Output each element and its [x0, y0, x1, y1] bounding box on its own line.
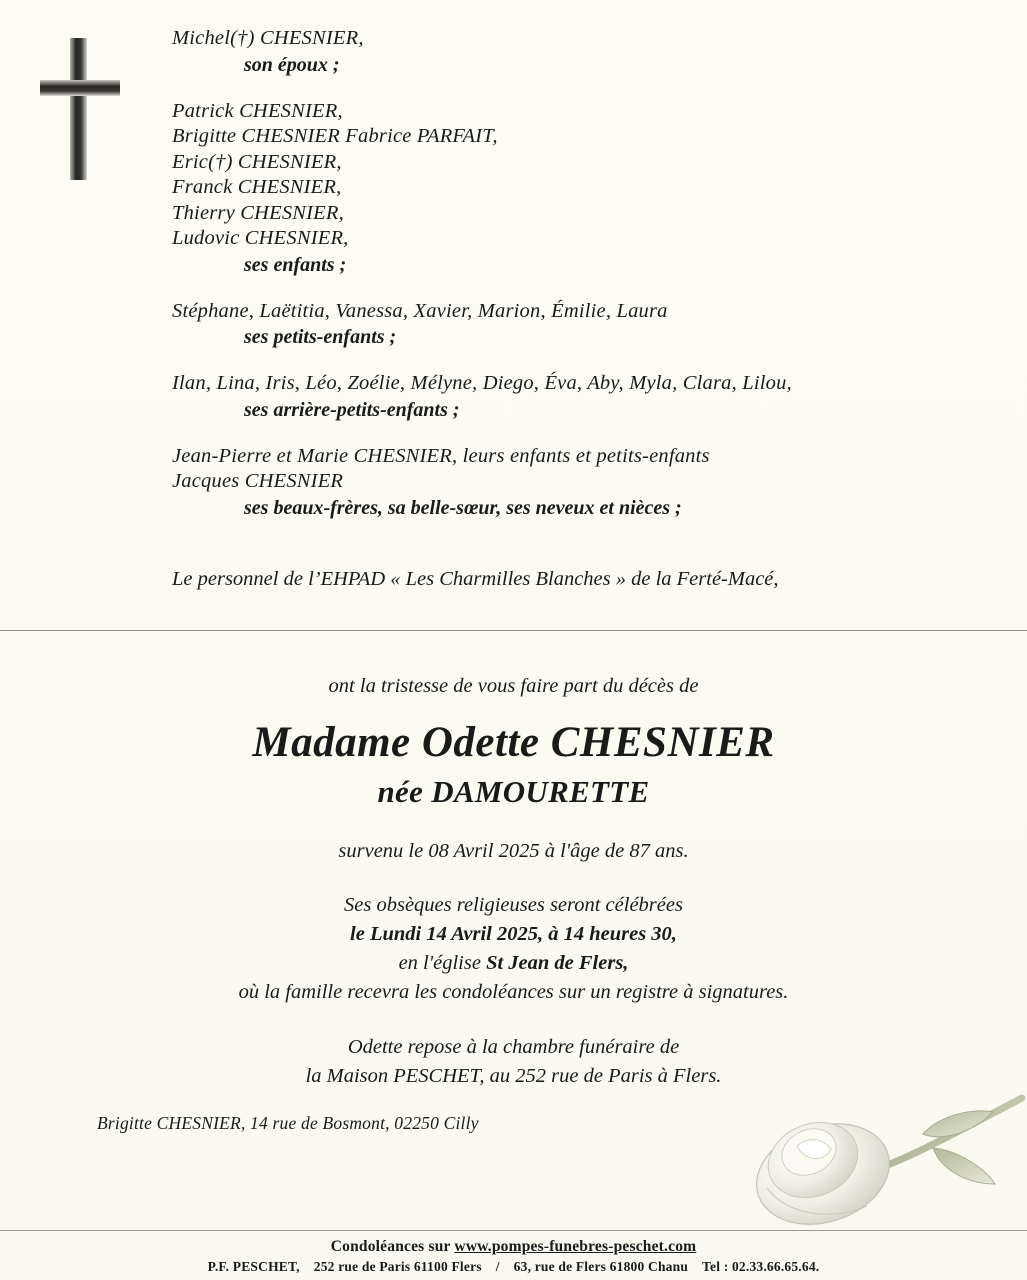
- family-name: Eric(†) CHESNIER,: [172, 150, 342, 173]
- repose-line-2: la Maison PESCHET, au 252 rue de Paris à Flers.: [305, 1065, 722, 1087]
- family-relation: ses petits-enfants ;: [244, 326, 397, 348]
- family-relation: ses beaux-frères, sa belle-sœur, ses neveux et nièces ;: [244, 496, 682, 519]
- intro-line: ont la tristesse de vous faire part du décès de: [328, 675, 699, 697]
- family-group: [172, 99, 987, 279]
- service-line-1: Ses obsèques religieuses seront célébrées: [344, 894, 683, 916]
- company-line: [0, 1257, 1027, 1276]
- announcement-body: [0, 631, 1027, 1091]
- family-name: Stéphane, Laëtitia, Vanessa, Xavier, Marion, Émilie, Laura: [172, 299, 668, 322]
- family-relation: ses enfants ;: [244, 253, 347, 276]
- family-name: Michel(†) CHESNIER,: [172, 27, 364, 49]
- death-details: survenu le 08 Avril 2025 à l'âge de 87 ans.: [338, 840, 689, 862]
- service-church-name: St Jean de Flers,: [486, 952, 629, 974]
- family-name: Franck CHESNIER,: [172, 176, 342, 198]
- family-name: Brigitte CHESNIER Fabrice PARFAIT,: [172, 125, 498, 147]
- family-group: [172, 299, 987, 352]
- condolences-prefix: Condoléances sur: [330, 1238, 455, 1255]
- family-name: Jacques CHESNIER: [172, 470, 344, 492]
- address-separator: /: [495, 1259, 500, 1274]
- footer-divider: [0, 1230, 1027, 1231]
- repose-line-1: Odette repose à la chambre funéraire de: [347, 1036, 680, 1058]
- service-details: [0, 891, 1027, 1007]
- deceased-maiden-name: née DAMOURETTE: [377, 774, 650, 809]
- family-group: [172, 26, 987, 79]
- service-line-2: le Lundi 14 Avril 2025, à 14 heures 30,: [350, 923, 677, 945]
- condolences-line: [0, 1237, 1027, 1257]
- family-name: Ludovic CHESNIER,: [172, 227, 349, 249]
- condolences-url[interactable]: www.pompes-funebres-peschet.com: [454, 1238, 697, 1255]
- family-relation: son époux ;: [244, 53, 340, 76]
- service-church-prefix: en l'église: [398, 952, 487, 974]
- family-name: Jean-Pierre et Marie CHESNIER, leurs enfants et petits-enfants: [172, 444, 710, 467]
- service-line-3: [0, 949, 1027, 978]
- footer: [0, 1230, 1027, 1280]
- company-name: P.F. PESCHET,: [207, 1259, 300, 1274]
- family-list: [0, 0, 1027, 630]
- family-name: Patrick CHESNIER,: [172, 99, 343, 122]
- repose-details: [0, 1033, 1027, 1091]
- family-name: Thierry CHESNIER,: [172, 201, 344, 224]
- service-line-4: où la famille recevra les condoléances sur un registre à signatures.: [238, 981, 789, 1003]
- company-address-2: 63, rue de Flers 61800 Chanu: [513, 1259, 689, 1274]
- company-address-1: 252 rue de Paris 61100 Flers: [313, 1259, 482, 1274]
- family-group: [172, 444, 987, 522]
- family-name: Ilan, Lina, Iris, Léo, Zoélie, Mélyne, Diego, Éva, Aby, Myla, Clara, Lilou,: [172, 372, 792, 394]
- family-group: [172, 371, 987, 424]
- company-phone: Tel : 02.33.66.65.64.: [702, 1259, 820, 1274]
- deceased-name: Madame Odette CHESNIER: [252, 719, 775, 766]
- family-relation: ses arrière-petits-enfants ;: [244, 398, 460, 421]
- sender-address: Brigitte CHESNIER, 14 rue de Bosmont, 02250 Cilly: [97, 1113, 479, 1133]
- staff-line: Le personnel de l’EHPAD « Les Charmilles Blanches » de la Ferté-Macé,: [172, 567, 779, 590]
